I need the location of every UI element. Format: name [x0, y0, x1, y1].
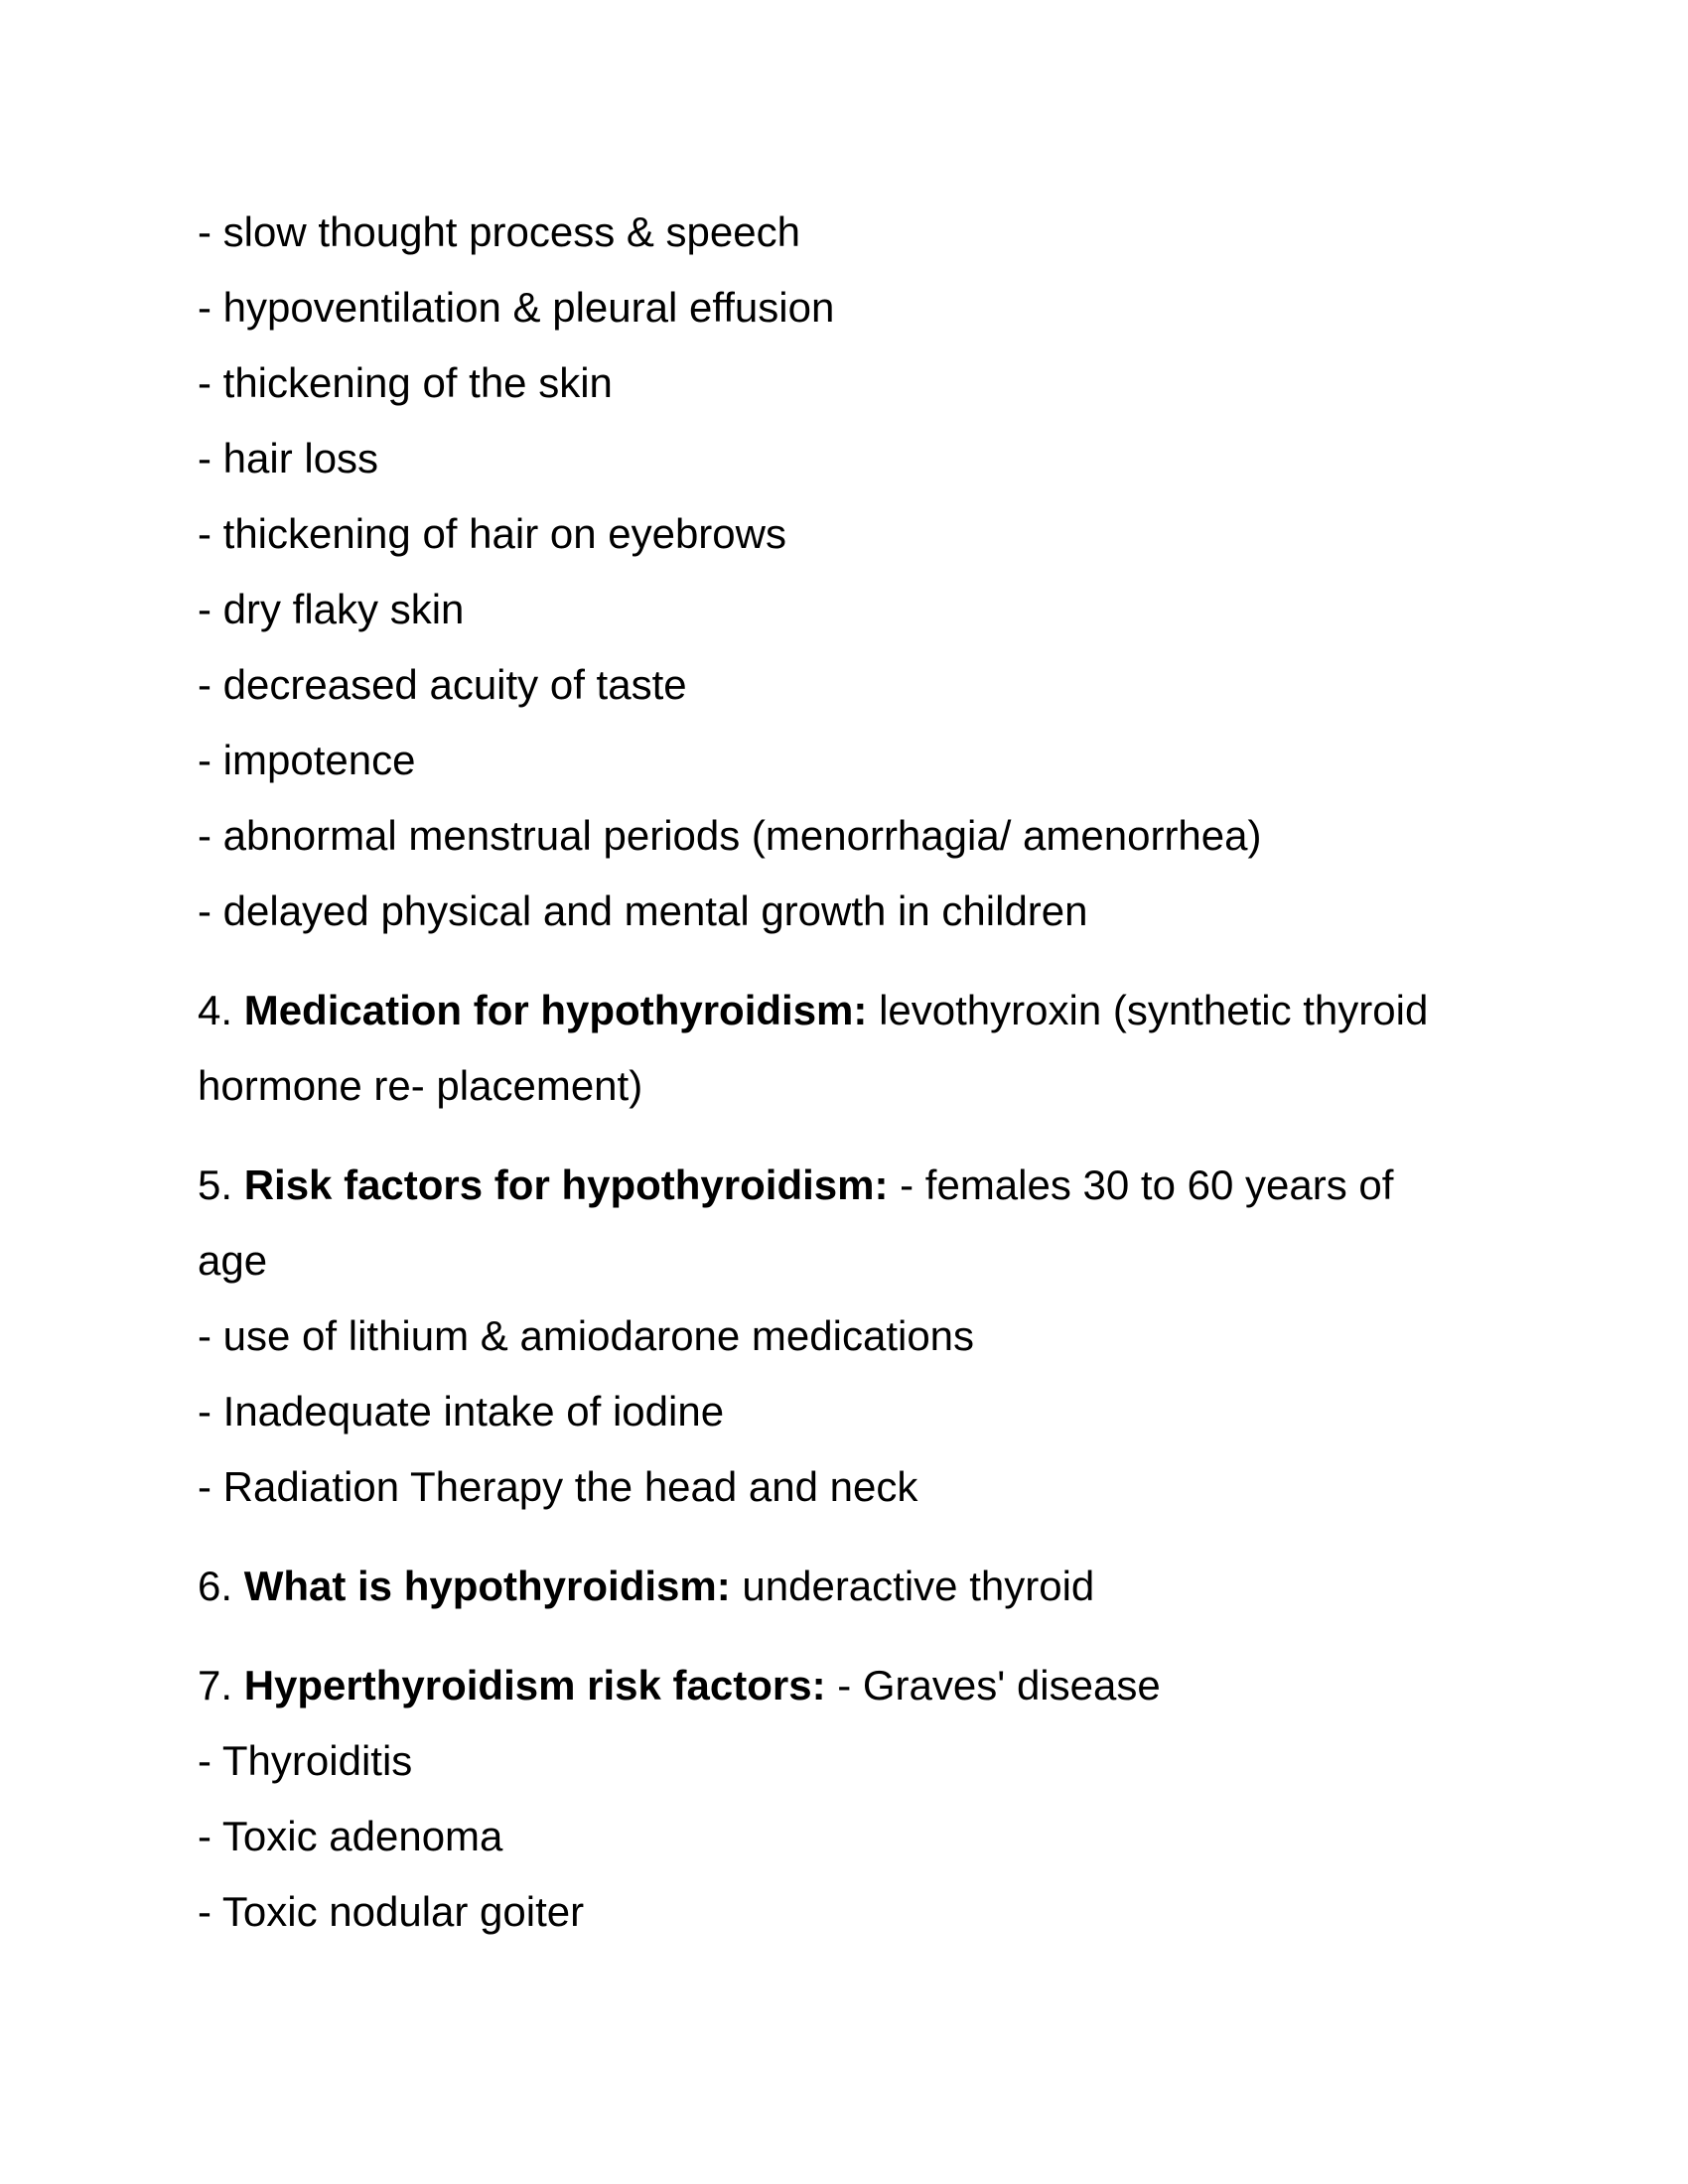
question-term: What is hypothyroidism:: [243, 1563, 731, 1609]
question-5: [198, 1148, 1508, 1525]
question-answer-continued: hormone re- placement): [198, 1062, 643, 1109]
question-7: [198, 1648, 1508, 1950]
list-item: - delayed physical and mental growth in children: [198, 887, 1088, 934]
question-answer-continued: age: [198, 1237, 268, 1284]
list-item: - abnormal menstrual periods (menorrhagia/ amenorrhea): [198, 812, 1262, 859]
list-item: - thickening of hair on eyebrows: [198, 510, 786, 557]
document-page: [198, 195, 1508, 1950]
list-item: - slow thought process & speech: [198, 208, 800, 255]
list-item: - impotence: [198, 737, 416, 783]
question-term: Hyperthyroidism risk factors:: [243, 1662, 826, 1708]
question-number: 4.: [198, 987, 233, 1033]
question-term: Risk factors for hypothyroidism:: [243, 1161, 889, 1208]
list-item: - Radiation Therapy the head and neck: [198, 1463, 918, 1510]
question-number: 6.: [198, 1563, 233, 1609]
question-answer: - females 30 to 60 years of: [900, 1161, 1394, 1208]
list-item: - Toxic nodular goiter: [198, 1888, 585, 1935]
list-item: - thickening of the skin: [198, 359, 613, 406]
question-answer: underactive thyroid: [742, 1563, 1095, 1609]
list-item: - decreased acuity of taste: [198, 661, 687, 708]
list-item: - Thyroiditis: [198, 1737, 413, 1784]
list-item: - use of lithium & amiodarone medications: [198, 1312, 975, 1359]
list-item: - hypoventilation & pleural effusion: [198, 284, 835, 331]
list-item: - Toxic adenoma: [198, 1813, 503, 1859]
question-answer: levothyroxin (synthetic thyroid: [879, 987, 1429, 1033]
question-answer: - Graves' disease: [837, 1662, 1161, 1708]
question-6: [198, 1549, 1508, 1624]
list-item: - hair loss: [198, 435, 379, 481]
question-number: 7.: [198, 1662, 233, 1708]
question-number: 5.: [198, 1161, 233, 1208]
list-item: - dry flaky skin: [198, 586, 465, 632]
list-item: - Inadequate intake of iodine: [198, 1388, 725, 1434]
symptom-list: [198, 195, 1508, 949]
question-4: [198, 973, 1508, 1124]
question-term: Medication for hypothyroidism:: [243, 987, 868, 1033]
